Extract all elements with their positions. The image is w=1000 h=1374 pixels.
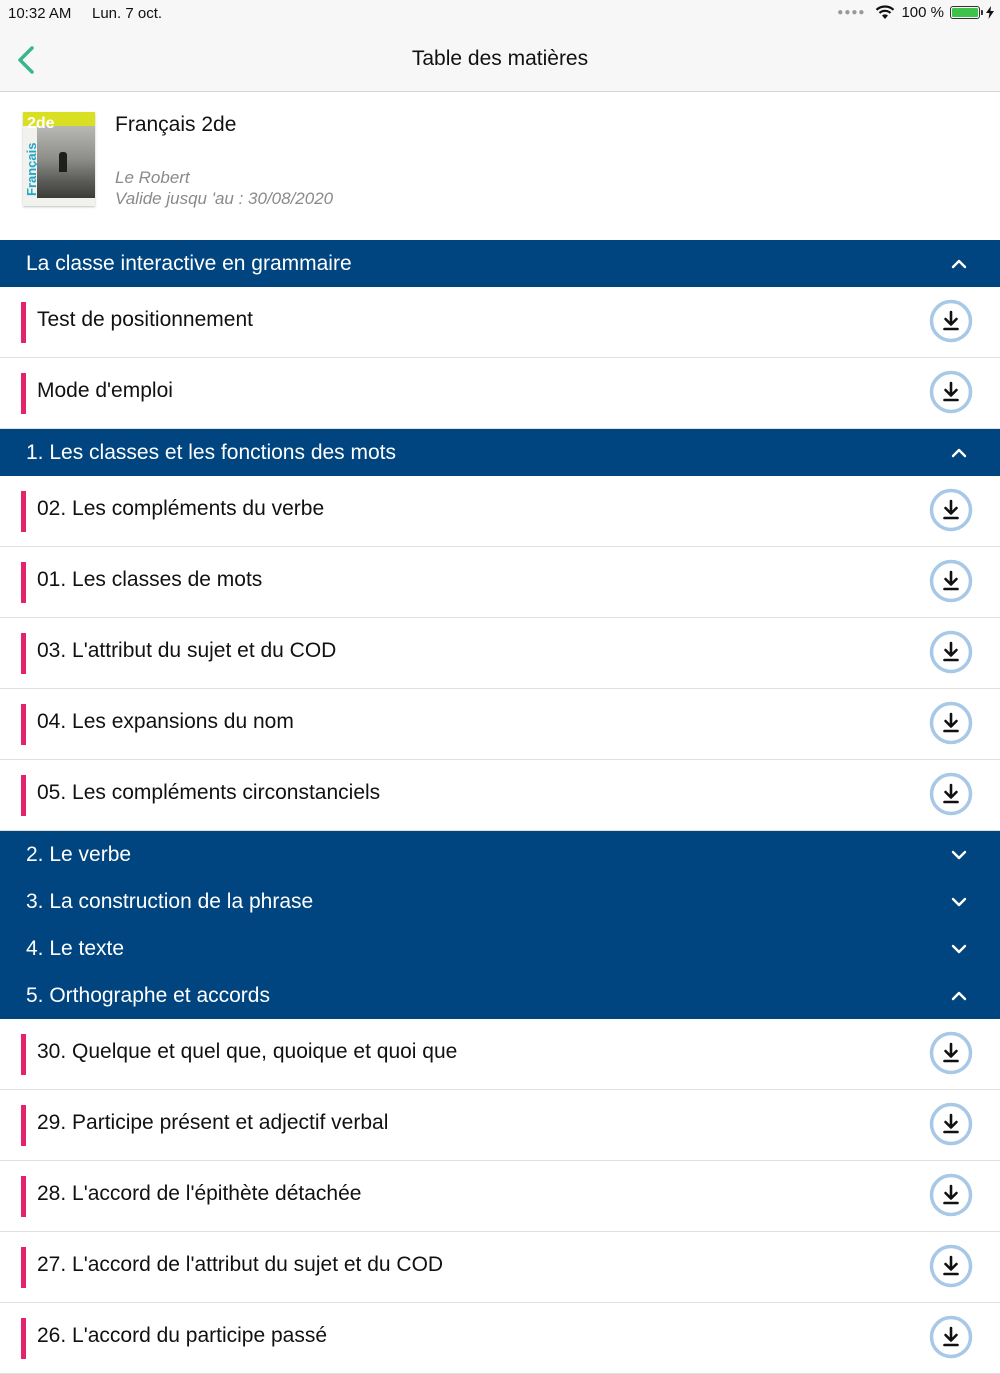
download-icon[interactable] [929, 1031, 973, 1075]
chevron-down-icon [950, 846, 968, 864]
chevron-up-icon [950, 987, 968, 1005]
chevron-up-icon [950, 444, 968, 462]
item-accent-bar [21, 775, 26, 816]
list-item[interactable] [0, 547, 1000, 618]
list-item[interactable] [0, 1019, 1000, 1090]
status-right [837, 4, 994, 21]
section-header[interactable] [0, 925, 1000, 972]
battery-percent: 100 % [901, 4, 944, 21]
item-accent-bar [21, 562, 26, 603]
item-title: 05. Les compléments circonstanciels [37, 781, 381, 804]
section-header[interactable] [0, 429, 1000, 476]
item-accent-bar [21, 1247, 26, 1288]
cover-spine-title: Français [24, 142, 39, 196]
download-icon[interactable] [929, 772, 973, 816]
download-icon[interactable] [929, 1315, 973, 1359]
item-title: 29. Participe présent et adjectif verbal [37, 1111, 389, 1134]
list-item[interactable] [0, 1161, 1000, 1232]
item-accent-bar [21, 1318, 26, 1359]
section-title: La classe interactive en grammaire [26, 252, 352, 275]
download-icon[interactable] [929, 1173, 973, 1217]
list-item[interactable] [0, 1232, 1000, 1303]
item-accent-bar [21, 633, 26, 674]
item-title: Test de positionnement [37, 308, 253, 331]
item-accent-bar [21, 491, 26, 532]
section-title: 2. Le verbe [26, 843, 132, 866]
section-header[interactable] [0, 972, 1000, 1019]
download-icon[interactable] [929, 1244, 973, 1288]
item-accent-bar [21, 1176, 26, 1217]
book-cover-image [23, 112, 95, 206]
book-publisher: Le Robert [115, 168, 190, 187]
book-title: Français 2de [115, 113, 237, 136]
item-title: 04. Les expansions du nom [37, 710, 294, 733]
list-item[interactable] [0, 689, 1000, 760]
download-icon[interactable] [929, 701, 973, 745]
battery-icon [950, 6, 980, 19]
download-icon[interactable] [929, 559, 973, 603]
status-time: 10:32 AM [8, 5, 72, 22]
item-accent-bar [21, 1034, 26, 1075]
download-icon[interactable] [929, 488, 973, 532]
item-title: 27. L'accord de l'attribut du sujet et du COD [37, 1253, 444, 1276]
chevron-down-icon [950, 893, 968, 911]
item-title: 28. L'accord de l'épithète détachée [37, 1182, 362, 1205]
item-accent-bar [21, 302, 26, 343]
toc-list [0, 240, 1000, 1374]
download-icon[interactable] [929, 370, 973, 414]
section-header[interactable] [0, 831, 1000, 878]
download-icon[interactable] [929, 299, 973, 343]
cover-badge: 2de [27, 115, 55, 132]
item-accent-bar [21, 373, 26, 414]
section-title: 3. La construction de la phrase [26, 890, 314, 913]
section-header[interactable] [0, 240, 1000, 287]
status-date: Lun. 7 oct. [92, 5, 163, 22]
navigation-bar [0, 28, 1000, 92]
list-item[interactable] [0, 1303, 1000, 1374]
section-title: 1. Les classes et les fonctions des mots [26, 441, 397, 464]
list-item[interactable] [0, 760, 1000, 831]
list-item[interactable] [0, 287, 1000, 358]
list-item[interactable] [0, 618, 1000, 689]
list-item[interactable] [0, 358, 1000, 429]
download-icon[interactable] [929, 630, 973, 674]
download-icon[interactable] [929, 1102, 973, 1146]
book-header [0, 92, 1000, 240]
section-header[interactable] [0, 878, 1000, 925]
item-title: 02. Les compléments du verbe [37, 497, 325, 520]
item-accent-bar [21, 1105, 26, 1146]
item-title: 03. L'attribut du sujet et du COD [37, 639, 337, 662]
section-title: 5. Orthographe et accords [26, 984, 270, 1007]
book-validity: Valide jusqu 'au : 30/08/2020 [115, 189, 334, 208]
section-title: 4. Le texte [26, 937, 125, 960]
item-accent-bar [21, 704, 26, 745]
list-item[interactable] [0, 1090, 1000, 1161]
item-title: 01. Les classes de mots [37, 568, 263, 591]
wifi-icon [875, 5, 895, 20]
chevron-up-icon [950, 255, 968, 273]
charging-bolt-icon [986, 6, 994, 19]
item-title: Mode d'emploi [37, 379, 173, 402]
item-title: 26. L'accord du participe passé [37, 1324, 328, 1347]
list-item[interactable] [0, 476, 1000, 547]
chevron-down-icon [950, 940, 968, 958]
item-title: 30. Quelque et quel que, quoique et quoi que [37, 1040, 458, 1063]
page-title: Table des matières [411, 47, 589, 70]
status-bar [0, 0, 1000, 28]
cellular-signal-icon: ●●●● [837, 7, 866, 18]
